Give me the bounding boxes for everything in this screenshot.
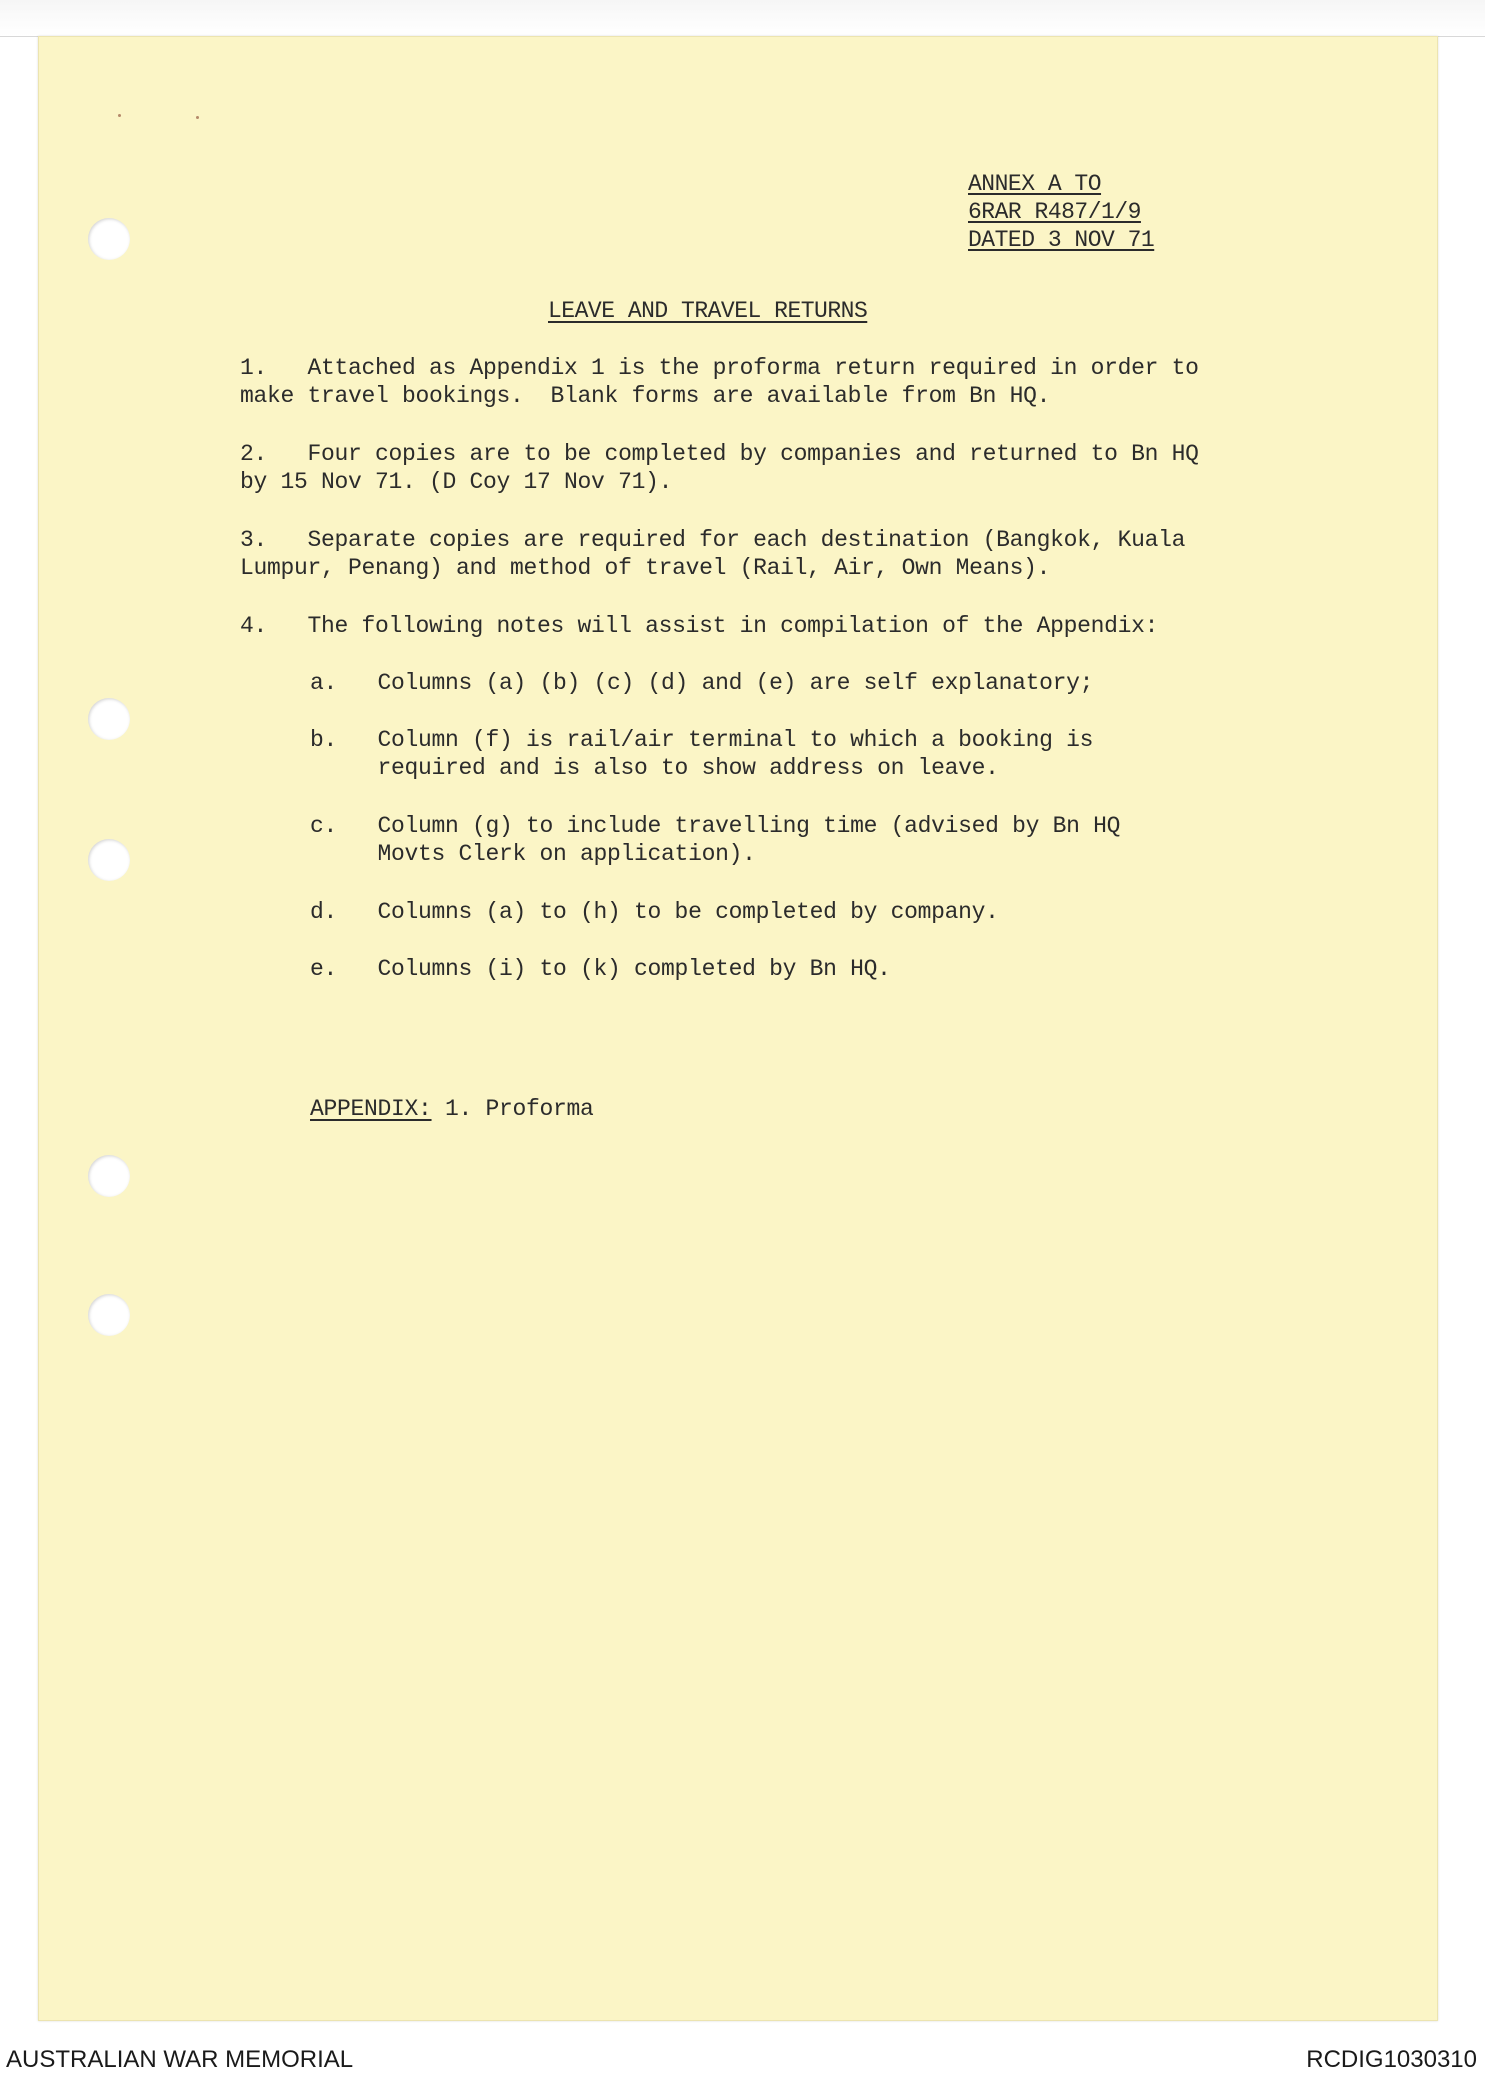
footer-institution: AUSTRALIAN WAR MEMORIAL: [6, 2046, 354, 2073]
appendix-label: APPENDIX:: [310, 1096, 432, 1122]
note-d: d. Columns (a) to (h) to be completed by company.: [310, 899, 999, 925]
punch-hole: [88, 218, 130, 260]
punch-hole: [88, 698, 130, 740]
note-a: a. Columns (a) (b) (c) (d) and (e) are self explanatory;: [310, 670, 1094, 696]
note-c: c. Column (g) to include travelling time (advised by Bn HQ Movts Clerk on application).: [310, 813, 1121, 867]
punch-hole: [88, 839, 130, 881]
note-e: e. Columns (i) to (k) completed by Bn HQ.: [310, 956, 891, 982]
annex-line-2: 6RAR R487/1/9: [968, 199, 1141, 225]
annex-line-3: DATED 3 NOV 71: [968, 227, 1155, 253]
appendix-text: 1. Proforma: [431, 1096, 594, 1122]
appendix-line: [310, 1096, 594, 1122]
scan-top-edge: [0, 0, 1485, 37]
note-b: b. Column (f) is rail/air terminal to which a booking is required and is also to show address on leave.: [310, 727, 1094, 781]
document-page: [38, 36, 1438, 2021]
paragraph-4: 4. The following notes will assist in compilation of the Appendix:: [240, 613, 1159, 639]
punch-hole: [88, 1294, 130, 1336]
paragraph-1: 1. Attached as Appendix 1 is the proforma return required in order to make travel bookings. Blank forms are available from Bn HQ.: [240, 355, 1199, 409]
annex-reference-block: [968, 170, 1154, 254]
footer-catalogue-id: RCDIG1030310: [1306, 2046, 1477, 2073]
paper-speck: [118, 114, 121, 117]
punch-hole: [88, 1155, 130, 1197]
paragraph-2: 2. Four copies are to be completed by companies and returned to Bn HQ by 15 Nov 71. (D Coy 17 Nov 71).: [240, 441, 1199, 495]
paragraph-3: 3. Separate copies are required for each destination (Bangkok, Kuala Lumpur, Penang) and method of travel (Rail, Air, Own Means).: [240, 527, 1186, 581]
annex-line-1: ANNEX A TO: [968, 171, 1102, 197]
paper-speck: [196, 116, 199, 119]
document-title: LEAVE AND TRAVEL RETURNS: [548, 298, 868, 324]
